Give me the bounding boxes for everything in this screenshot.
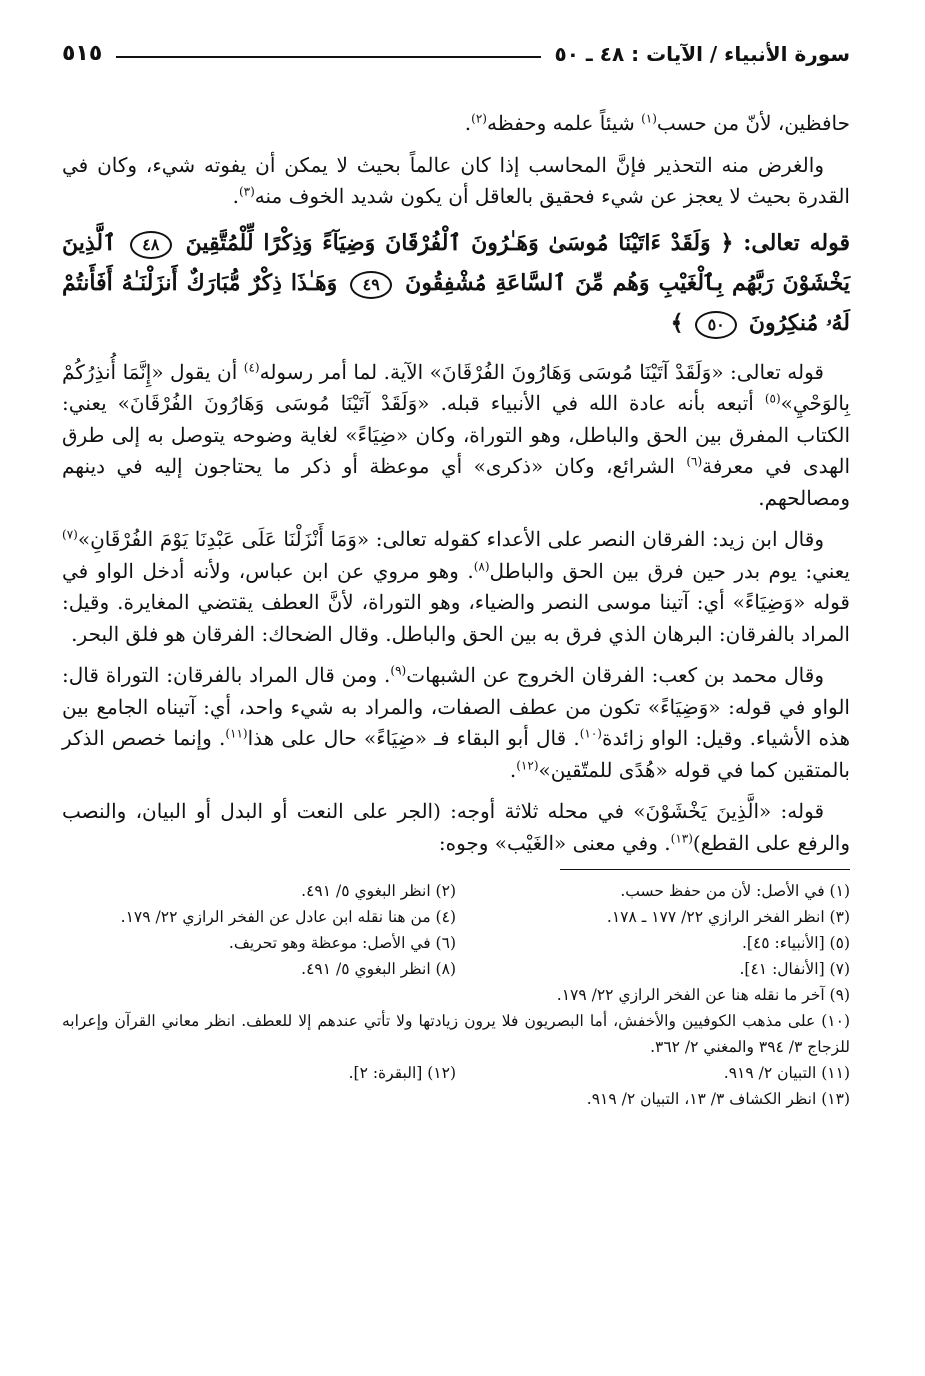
page: [62, 30, 850, 1112]
verse-number-48: ٤٨: [130, 231, 172, 259]
footnote-3: (٣) انظر الفخر الرازي ٢٢/ ١٧٧ ـ ١٧٨.: [606, 908, 850, 926]
footnote-8: (٨) انظر البغوي ٥/ ٤٩١.: [301, 960, 456, 978]
footnote-ref: (٢): [471, 111, 487, 126]
footnote-13: (١٣) انظر الكشاف ٣/ ١٣، التبيان ٢/ ٩١٩.: [586, 1090, 850, 1108]
text-run: والغرض منه التحذير فإنَّ المحاسب إذا كان عالماً بحيث لا يمكن أن يفوته شيء، وكان في القدرة بحيث لا يعجز عن شيء فحقيق بالعاقل أن يكون شديد الخوف منه: [62, 152, 850, 208]
text-run: .: [464, 111, 472, 135]
footnote-ref: (٧): [62, 527, 78, 542]
text-run: أن يقول «إِنَّمَا أُنذِرُكُمْ بِالوَحْيِ»: [62, 359, 850, 415]
text-run: يعني: يوم بدر حين فرق بين الحق والباطل: [489, 558, 851, 583]
footnote-ref: (٦): [686, 454, 703, 469]
footnote-11: (١١) التبيان ٢/ ٩١٩.: [723, 1064, 850, 1082]
text-run: .: [232, 184, 239, 208]
footnote-ref: (٤): [243, 359, 260, 374]
footnote-ref: (١٣): [670, 830, 693, 845]
paragraph-2: [62, 150, 850, 213]
verse-intro: قوله تعالى: ﴿: [720, 229, 850, 256]
paragraph-5: [62, 660, 850, 786]
page-header: [62, 30, 850, 66]
main-text: [62, 108, 850, 859]
footnote-6: (٦) في الأصل: موعظة وهو تحريف.: [228, 934, 456, 952]
verse-text: ٱلَّذِينَ يَخْشَوْنَ رَبَّهُم بِٱلْغَيْبِ وَهُم مِّنَ ٱلسَّاعَةِ مُشْفِقُونَ: [62, 229, 850, 296]
text-run: . وفي معنى «الغَيْب» وجوه:: [438, 830, 671, 855]
text-run: شيئاً علمه وحفظه: [486, 111, 642, 135]
footnote-row: [62, 1060, 850, 1086]
verse-close: ﴾: [670, 309, 684, 336]
footnote-ref: (٨): [473, 558, 490, 573]
running-title: سورة الأنبياء / الآيات : ٤٨ ـ ٥٠: [554, 42, 850, 66]
page-number: ٥١٥: [62, 41, 103, 66]
verse-text: وَلَقَدْ ءَاتَيْنَا مُوسَىٰ وَهَـٰرُونَ ٱلْفُرْقَانَ وَضِيَآءً وَذِكْرًا لِّلْمُتَّقِينَ: [185, 229, 711, 256]
footnote-5: (٥) [الأنبياء: ٤٥].: [741, 934, 850, 952]
footnote-9: (٩) آخر ما نقله هنا عن الفخر الرازي ٢٢/ ١٧٩.: [556, 986, 850, 1004]
footnotes: [62, 878, 850, 1112]
footnote-ref: (١١): [225, 726, 248, 741]
text-run: . وإنما خصص الذكر بالمتقين كما في قوله «هُدًى للمتّقين»: [62, 726, 850, 782]
footnote-separator: [560, 869, 850, 870]
text-run: حافظين، لأنّ من حسب: [656, 111, 850, 135]
text-run: . وهو مروي عن ابن عباس، ولأنه أدخل الواو في قوله «وَضِيَاءً» أي: آتينا موسى النصر والضياء، وهو التوراة، لأنَّ العطف يقتضي المغايرة. وقيل: المراد بالفرقان: البرهان الذي فرق به بين الحق والباطل. وقال الضحاك: الفرقان هو فلق البحر.: [62, 558, 850, 646]
footnote-ref: (٥): [764, 391, 781, 406]
quran-verses: [62, 223, 850, 343]
footnote-ref: (٩): [390, 663, 407, 678]
footnote-7: (٧) [الأنفال: ٤١].: [739, 960, 850, 978]
text-run: أتبعه بأنه عادة الله في الأنبياء قبله. «وَلَقَدْ آتَيْنَا مُوسَى وَهَارُونَ الفُرْقَانَ» يعني: الكتاب المفرق بين الحق والباطل، وهو التوراة، وكان «ضِيَاءً» لغاية وضوحه يتوصل به إلى طرق الهدى في معرفة: [62, 391, 850, 478]
paragraph-3: [62, 357, 850, 515]
footnote-1: (١) في الأصل: لأن من حفظ حسب.: [620, 882, 850, 900]
footnote-row: [62, 904, 850, 930]
footnote-12: (١٢) [البقرة: ٢].: [348, 1064, 456, 1082]
paragraph-6: [62, 796, 850, 859]
verse-number-49: ٤٩: [350, 271, 392, 299]
text-run: . ومن قال المراد بالفرقان: التوراة قال: الواو في قوله: «وَضِيَاءً» تكون من عطف الصفات، والمراد به شيء واحد، أي: آتيناه الجامع بين هذه الأشياء. وقيل: الواو زائدة: [62, 663, 850, 750]
footnote-ref: (١٢): [516, 757, 539, 772]
footnote-ref: (١): [641, 111, 657, 126]
text-run: وقال ابن زيد: الفرقان النصر على الأعداء كقوله تعالى: «وَمَا أَنْزَلْنَا عَلَى عَبْدِنَا يَوْمَ الفُرْقَانِ»: [77, 527, 824, 551]
verse-number-50: ٥٠: [695, 311, 737, 339]
text-run: قوله تعالى: «وَلَقَدْ آتَيْنَا مُوسَى وَهَارُونَ الفُرْقَانَ» الآية. لما أمر رسوله: [259, 359, 824, 384]
footnote-ref: (١٠): [579, 726, 602, 741]
footnote-row: [62, 878, 850, 904]
footnote-10: (١٠) على مذهب الكوفيين والأخفش، أما البصريون فلا يرون زيادتها ولا تأتي عندهم إلا للعطف. انظر معاني القرآن وإعرابه للزجاج ٣/ ٣٩٤ والمغني ٢/ ٣٦٢.: [62, 1012, 850, 1056]
footnote-4: (٤) من هنا نقله ابن عادل عن الفخر الرازي ٢٢/ ١٧٩.: [120, 908, 456, 926]
footnote-row: [62, 956, 850, 982]
footnote-2: (٢) انظر البغوي ٥/ ٤٩١.: [301, 882, 456, 900]
text-run: . قال أبو البقاء فـ «ضِيَاءً» حال على هذا: [247, 726, 580, 750]
text-run: .: [509, 757, 517, 782]
text-run: وقال محمد بن كعب: الفرقان الخروج عن الشبهات: [406, 663, 824, 687]
paragraph-1: [62, 108, 850, 140]
text-run: قوله: «الَّذِينَ يَخْشَوْنَ» في محله ثلاثة أوجه: (الجر على النعت أو البدل أو البيان، والنصب والرفع على القطع): [62, 799, 850, 855]
header-rule: [116, 56, 540, 58]
verse-text: وَهَـٰذَا ذِكْرٌ مُّبَارَكٌ أَنزَلْنَـٰهُ أَفَأَنتُمْ لَهُۥ مُنكِرُونَ: [62, 269, 850, 336]
text-run: الشرائع، وكان «ذكرى» أي موعظة أو ذكر ما يحتاجون إليه في دينهم ومصالحهم.: [62, 454, 850, 510]
paragraph-4: [62, 524, 850, 650]
footnote-ref: (٣): [238, 184, 255, 199]
footnote-row: [62, 930, 850, 956]
